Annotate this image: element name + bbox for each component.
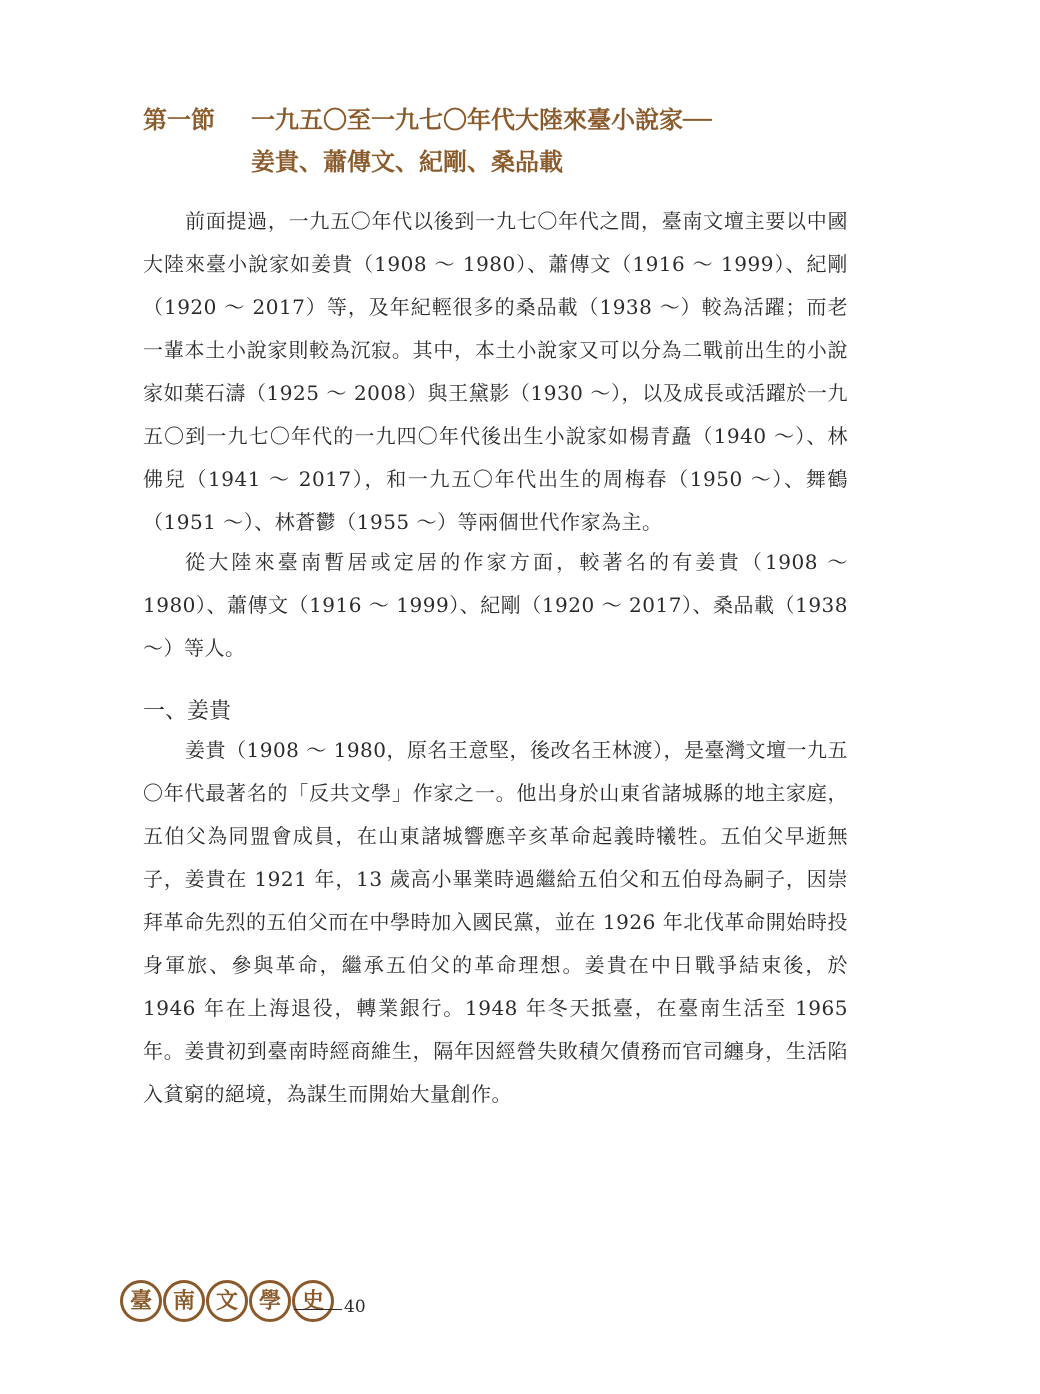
logo-char: 學 [249,1280,291,1322]
paragraph-jiang-gui [143,729,848,1116]
paragraph-text: 前面提過，一九五〇年代以後到一九七〇年代之間，臺南文壇主要以中國大陸來臺小說家如姜貴（1908 ～ 1980）、蕭傳文（1916 ～ 1999）、紀剛（1920 ～ 2017）等，及年紀輕很多的桑品載（1938 ～）較為活躍；而老一輩本土小說家則較為沉寂。其中，本土小說家又可以分為二戰前出生的小說家如葉石濤（1925 ～ 2008）與王黛影（1930 ～），以及成長或活躍於一九五〇到一九七〇年代的一九四〇年代後出生小說家如楊青矗（1940 ～）、林佛兒（1941 ～ 2017），和一九五〇年代出生的周梅春（1950 ～）、舞鶴（1951 ～）、林蒼鬱（1955 ～）等兩個世代作家為主。 [143,209,848,534]
page-number: 40 [344,1297,366,1317]
page-footer [120,1280,520,1330]
book-title-logo [120,1280,334,1322]
section-title-line-1: 一九五〇至一九七〇年代大陸來臺小說家── [251,106,712,134]
subsection-heading: 一、姜貴 [143,699,232,724]
paragraph-mainland-writers [143,541,848,670]
logo-char: 臺 [120,1280,162,1322]
logo-char: 文 [206,1280,248,1322]
paragraph-intro [143,200,848,544]
logo-char: 南 [163,1280,205,1322]
section-title-line-2: 姜貴、蕭傳文、紀剛、桑品載 [251,148,563,176]
section-label: 第一節 [143,106,215,134]
paragraph-text: 姜貴（1908 ～ 1980，原名王意堅，後改名王林渡），是臺灣文壇一九五〇年代最著名的「反共文學」作家之一。他出身於山東省諸城縣的地主家庭，五伯父為同盟會成員，在山東諸城響應辛亥革命起義時犧牲。五伯父早逝無子，姜貴在 1921 年，13 歲高小畢業時過繼給五伯父和五伯母為嗣子，因崇拜革命先烈的五伯父而在中學時加入國民黨，並在 1926 年北伐革命開始時投身軍旅、參與革命，繼承五伯父的革命理想。姜貴在中日戰爭結束後，於 1946 年在上海退役，轉業銀行。1948 年冬天抵臺，在臺南生活至 1965 年。姜貴初到臺南時經商維生，隔年因經營失敗積欠債務而官司纏身，生活陷入貧窮的絕境，為謀生而開始大量創作。 [143,738,849,1106]
logo-char: 史 [292,1280,334,1322]
footer-rule [294,1309,342,1310]
paragraph-text: 從大陸來臺南暫居或定居的作家方面，較著名的有姜貴（1908 ～ 1980）、蕭傳文（1916 ～ 1999）、紀剛（1920 ～ 2017）、桑品載（1938 ～）等人。 [143,550,848,660]
